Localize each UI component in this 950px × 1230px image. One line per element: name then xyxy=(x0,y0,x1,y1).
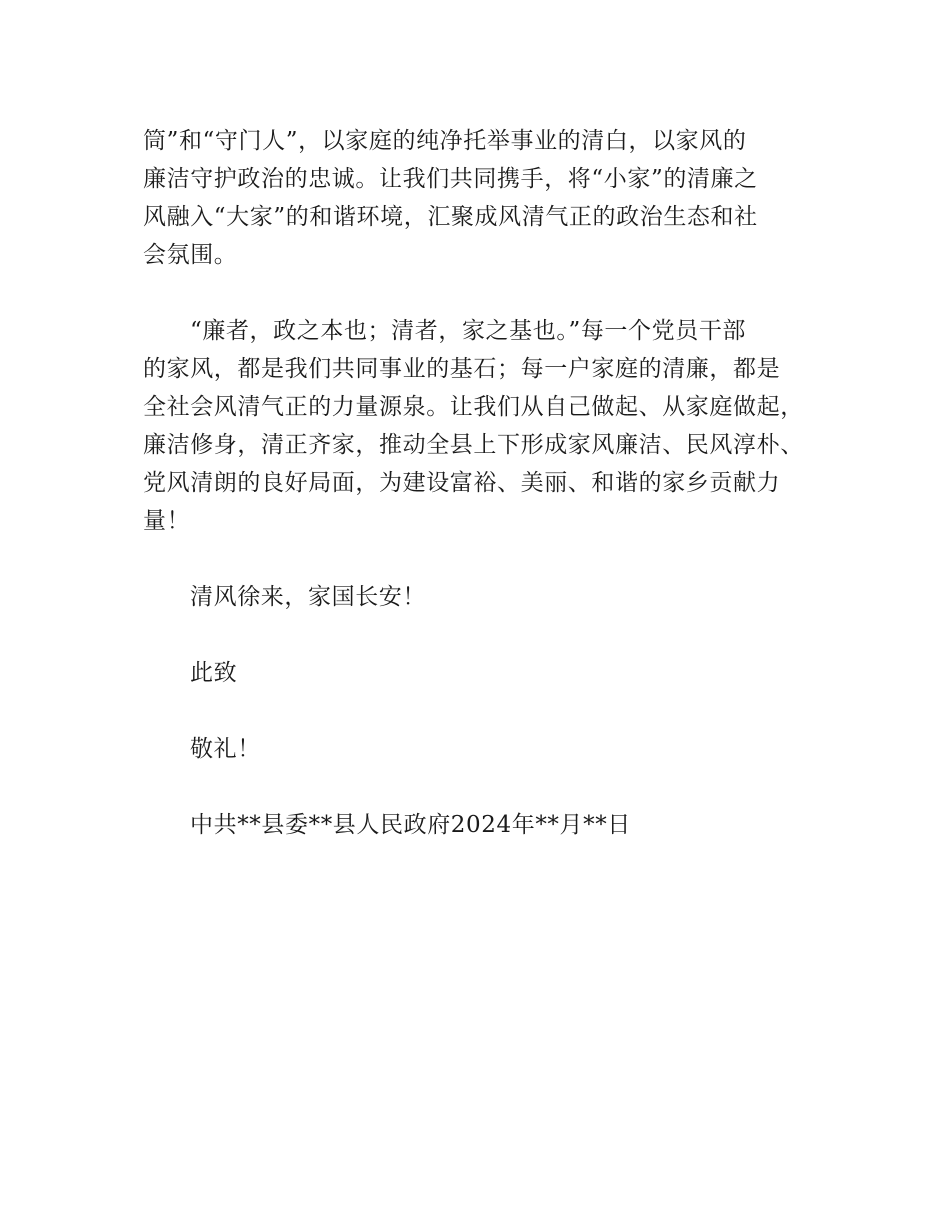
text-line: 廉洁守护政治的忠诚。让我们共同携手，将“小家”的清廉之 xyxy=(143,166,758,192)
signature-and-date: 中共**县委**县人民政府2024年**月**日 xyxy=(190,812,631,838)
paragraph-family-integrity xyxy=(143,122,833,274)
text-line: “廉者，政之本也；清者，家之基也。”每一个党员干部 xyxy=(190,318,747,344)
text-line: 量！ xyxy=(143,508,191,534)
salutation-ci-zhi: 此致 xyxy=(190,660,238,686)
text-line: 的家风，都是我们共同事业的基石；每一户家庭的清廉，都是 xyxy=(143,356,781,382)
text-line: 会氛围。 xyxy=(143,242,238,268)
salutation-jing-li: 敬礼！ xyxy=(190,736,261,762)
paragraph-honesty-quote xyxy=(143,312,833,540)
text-line: 全社会风清气正的力量源泉。让我们从自己做起、从家庭做起， xyxy=(143,394,804,420)
text-line: 风融入“大家”的和谐环境，汇聚成风清气正的政治生态和社 xyxy=(143,204,758,230)
closing-slogan: 清风徐来，家国长安！ xyxy=(190,584,426,610)
text-line: 党风清朗的良好局面，为建设富裕、美丽、和谐的家乡贡献力 xyxy=(143,470,781,496)
text-line: 廉洁修身，清正齐家，推动全县上下形成家风廉洁、民风淳朴、 xyxy=(143,432,804,458)
document-page xyxy=(143,122,833,882)
text-line: 筒”和“守门人”，以家庭的纯净托举事业的清白，以家风的 xyxy=(143,128,747,154)
